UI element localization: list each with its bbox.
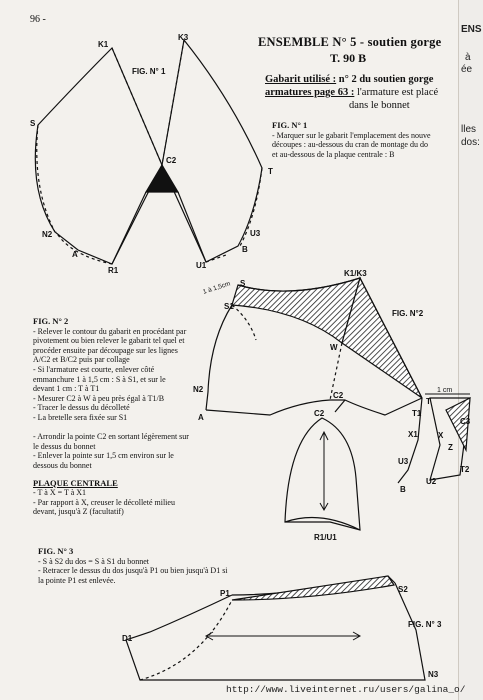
fig2-caption: FIG. N°2: [392, 309, 424, 318]
fig3-heading: FIG. N° 3: [38, 546, 74, 556]
fig1-caption: FIG. N° 1: [132, 67, 166, 76]
gabarit-label2: armatures page 63 :: [265, 87, 355, 98]
fig1-label: U3: [250, 229, 261, 238]
fig2-measure: 1 cm: [437, 387, 453, 394]
strip-text: à: [465, 52, 471, 63]
fig2-line: le dessus du bonnet: [33, 441, 96, 451]
fig2-label: W: [330, 343, 338, 352]
fig3-drawing: [126, 576, 425, 680]
strip-text: ENS: [461, 24, 482, 35]
fig2-label: T: [426, 397, 431, 406]
fig1-label: R1: [108, 266, 119, 275]
fig3-line: - S à S2 du dos = S à S1 du bonnet: [38, 556, 149, 566]
page-number: 96 -: [30, 14, 46, 25]
fig2-label: U2: [426, 477, 437, 486]
fig2-line: - Arrondir la pointe C2 en sortant légèrement sur: [33, 432, 189, 442]
plaque-line: devant, jusqu'à Z (facultatif): [33, 507, 124, 517]
fig2-label: S1: [224, 302, 234, 311]
gabarit-text3: dans le bonnet: [349, 100, 410, 111]
fig1-line: et au-dessous de la plaque centrale : B: [272, 149, 395, 159]
fig2-label: B: [400, 485, 406, 494]
fig2-label: C2: [314, 409, 325, 418]
plaque-line: - Par rapport à X, creuser le décolleté milieu: [33, 497, 175, 507]
fig1-label: T: [268, 167, 273, 176]
fig2-line: emmanchure 1 à 1,5 cm : S à S1, et sur le: [33, 374, 166, 384]
fig1-label: N2: [42, 230, 53, 239]
fig2-measure: 1 à 1,5cm: [202, 280, 232, 296]
page-title: ENSEMBLE N° 5 - soutien gorge: [258, 35, 442, 49]
fig2-label: C2: [333, 391, 344, 400]
fig3-label: D1: [122, 634, 133, 643]
fig2-line: - Si l'armature est courte, enlever côté: [33, 364, 155, 374]
strip-text: ée: [461, 64, 473, 75]
fig2-line: - La bretelle sera fixée sur S1: [33, 412, 128, 422]
fig3-label: S2: [398, 585, 408, 594]
fig2-label: S: [240, 279, 246, 288]
fig2-label: U3: [398, 457, 409, 466]
fig3-line: la pointe P1 est enlevée.: [38, 575, 116, 585]
fig2-line: procéder ensuite par découpage sur les lignes: [33, 345, 178, 355]
fig3-label: N3: [428, 670, 439, 679]
gabarit-text1: n° 2 du soutien gorge: [336, 74, 434, 85]
plaque-line: - T à X = T à X1: [33, 488, 87, 498]
fig2-label: R1/U1: [314, 533, 337, 542]
fig1-label: S: [30, 119, 36, 128]
fig2-label: X: [438, 431, 444, 440]
page-subtitle: T. 90 B: [330, 51, 367, 65]
fig2-line: - Tracer le dessus du décolleté: [33, 403, 130, 413]
fig2-label: A: [198, 413, 204, 422]
fig3-line: - Retracer le dessus du dos jusqu'à P1 ou bien jusqu'à D1 si: [38, 566, 228, 576]
fig2-label: K1/K3: [344, 269, 367, 278]
fig2-line: devant 1 cm : T à T1: [33, 384, 100, 394]
fig2-line: A/C2 et B/C2 puis par collage: [33, 355, 130, 365]
fig1-line: - Marquer sur le gabarit l'emplacement des nouve: [272, 130, 431, 140]
fig1-label: C2: [166, 156, 177, 165]
fig2-line: dessous du bonnet: [33, 460, 92, 470]
fig2-line: pivotement ou bien relever le gabarit tel quel et: [33, 336, 185, 346]
fig1-label: K3: [178, 33, 189, 42]
plaque-heading: PLAQUE CENTRALE: [33, 477, 118, 488]
strip-text: lles: [461, 124, 477, 135]
fig2-line: - Relever le contour du gabarit en procédant par: [33, 326, 187, 336]
fig2-label: C3: [460, 417, 471, 426]
fig2-heading: FIG. N° 2: [33, 316, 69, 326]
gabarit-label: Gabarit utilisé :: [265, 74, 337, 85]
fig1-line: découpes : au-dessous du cran de montage du do: [272, 140, 428, 149]
fig2-line: - Mesurer C2 à W à peu près égal à T1/B: [33, 393, 165, 403]
gabarit-text2: l'armature est placé: [354, 87, 439, 98]
fig1-heading: FIG. N° 1: [272, 120, 308, 130]
fig2-label: T2: [460, 465, 470, 474]
fig3-caption: FIG. N° 3: [408, 620, 442, 629]
fig3-label: P1: [220, 589, 230, 598]
fig1-label: B: [242, 245, 248, 254]
fig2-label: X1: [408, 430, 418, 439]
fig2-label: Z: [448, 443, 453, 452]
fig2-label: T1: [412, 409, 422, 418]
fig1-label: K1: [98, 40, 109, 49]
fig1-label: A: [72, 250, 78, 259]
fig2-label: N2: [193, 385, 204, 394]
source-url[interactable]: http://www.liveinternet.ru/users/galina_o/: [226, 684, 466, 695]
fig1-label: U1: [196, 261, 207, 270]
strip-text: dos:: [461, 137, 480, 148]
fig2-line: - Enlever la pointe sur 1,5 cm environ sur le: [33, 451, 174, 461]
